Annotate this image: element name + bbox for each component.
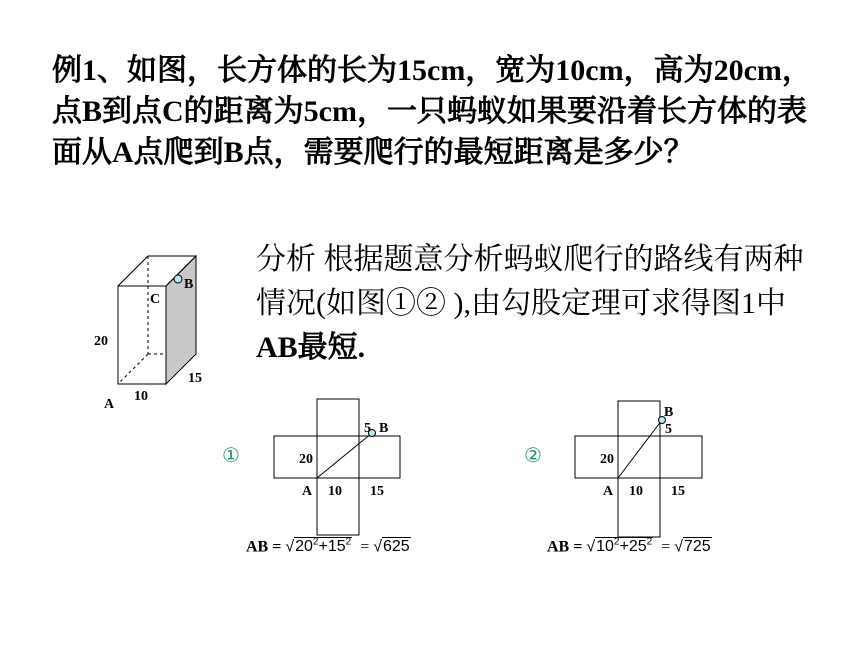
net-2-path-ab [618, 420, 662, 478]
net-1-label-b: B [379, 421, 389, 436]
formula-2-base-a: 10 [596, 538, 614, 556]
formula-1-radicand [294, 537, 352, 555]
net-2-marker: ② [524, 443, 542, 467]
formula-1-result-radical: √ [373, 538, 382, 556]
net-1-num-5: 5 [364, 421, 371, 436]
formula-2-base-b: 25 [628, 538, 647, 556]
formula-2-lhs: AB = [547, 538, 583, 556]
formula-2 [547, 537, 712, 556]
formula-2-exp-b: 2 [646, 537, 653, 548]
formula-1-base-a: 20 [295, 538, 313, 556]
formula-1-plus: + [318, 538, 328, 556]
net-2-num-15: 15 [671, 484, 685, 499]
formula-1-exp-b: 2 [345, 537, 352, 548]
formula-2-equals: = [661, 538, 671, 556]
net-2-row [575, 436, 702, 478]
formula-2-result-radical: √ [674, 538, 683, 556]
net-2-num-10: 10 [629, 484, 643, 499]
analysis-text-part1: 分析 根据题意分析蚂蚁爬行的路线有两种情况(如图①② ),由勾股定理可求得图1中 [256, 243, 804, 320]
net-1-num-15: 15 [370, 484, 384, 499]
cuboid-label-b: B [184, 277, 194, 292]
formula-1-exp-a: 2 [312, 537, 319, 548]
formula-2-radical-sign: √ [586, 538, 596, 556]
net-1-label-a: A [302, 484, 313, 499]
formula-2-plus: + [619, 538, 629, 556]
net-1-num-20: 20 [299, 452, 313, 467]
formula-1-base-b: 15 [327, 538, 346, 556]
formula-1-lhs: AB = [246, 538, 282, 556]
net-2-label-b: B [664, 405, 674, 420]
net-2-num-20: 20 [600, 452, 614, 467]
analysis-text-ab: AB最短. [256, 331, 366, 364]
net-2-label-a: A [603, 484, 614, 499]
formula-2-radicand [595, 537, 653, 555]
cuboid-label-width: 10 [134, 389, 148, 404]
formula-1-radical-sign: √ [285, 538, 295, 556]
cuboid-label-depth: 15 [188, 371, 202, 386]
net-1-num-10: 10 [328, 484, 342, 499]
cuboid-label-a: A [104, 397, 115, 412]
formula-1-equals: = [360, 538, 370, 556]
cuboid-label-height: 20 [94, 334, 108, 349]
net-2-num-5: 5 [665, 422, 672, 437]
formula-1-result: 625 [383, 538, 410, 556]
problem-text: 例1、如图，长方体的长为15cm，宽为10cm，高为20cm，点B到点C的距离为5cm，一只蚂蚁如果要沿着长方体的表面从A点爬到B点，需要爬行的最短距离是多少？ [52, 54, 812, 169]
net-1-marker: ① [222, 443, 240, 467]
formula-2-result: 725 [684, 538, 711, 556]
formula-2-exp-a: 2 [613, 537, 620, 548]
cuboid-label-c: C [150, 292, 161, 307]
formula-1 [246, 537, 411, 556]
